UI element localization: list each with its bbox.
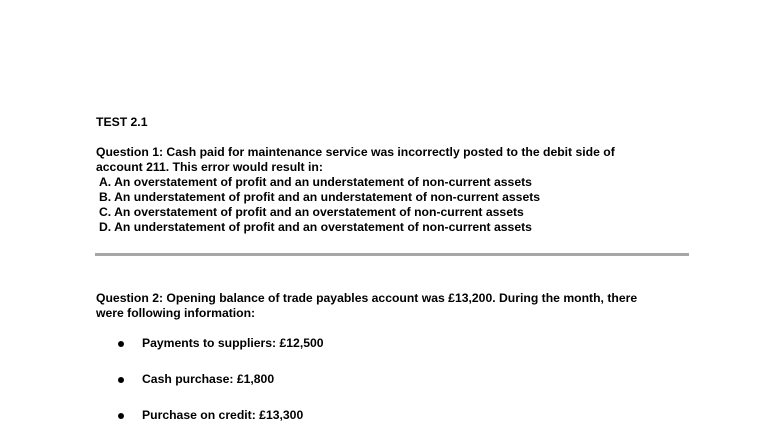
list-item-label: Purchase on credit: £13,300 — [142, 408, 304, 422]
question-1-text — [96, 145, 615, 175]
question-2-line-1: Question 2: Opening balance of trade payables account was £13,200. During the month, there — [96, 291, 638, 305]
list-item-label: Payments to suppliers: £12,500 — [142, 336, 324, 350]
section-divider — [95, 253, 689, 256]
question-1-line-2: account 211. This error would result in: — [96, 160, 323, 174]
question-2-line-2: were following information: — [96, 306, 256, 320]
bullet-dot-icon — [118, 413, 124, 419]
test-title: TEST 2.1 — [96, 115, 148, 129]
question-1-options — [96, 175, 540, 235]
bullet-dot-icon — [118, 377, 124, 383]
option-d: D. An understatement of profit and an overstatement of non-current assets — [99, 220, 532, 234]
question-2-text — [96, 291, 637, 321]
bullet-dot-icon — [118, 341, 124, 347]
option-a: A. An overstatement of profit and an understatement of non-current assets — [99, 175, 532, 189]
option-c: C. An overstatement of profit and an overstatement of non-current assets — [99, 205, 524, 219]
list-item-label: Cash purchase: £1,800 — [142, 372, 275, 386]
question-1-line-1: Question 1: Cash paid for maintenance service was incorrectly posted to the debit side of — [96, 145, 615, 159]
option-b: B. An understatement of profit and an understatement of non-current assets — [99, 190, 541, 204]
